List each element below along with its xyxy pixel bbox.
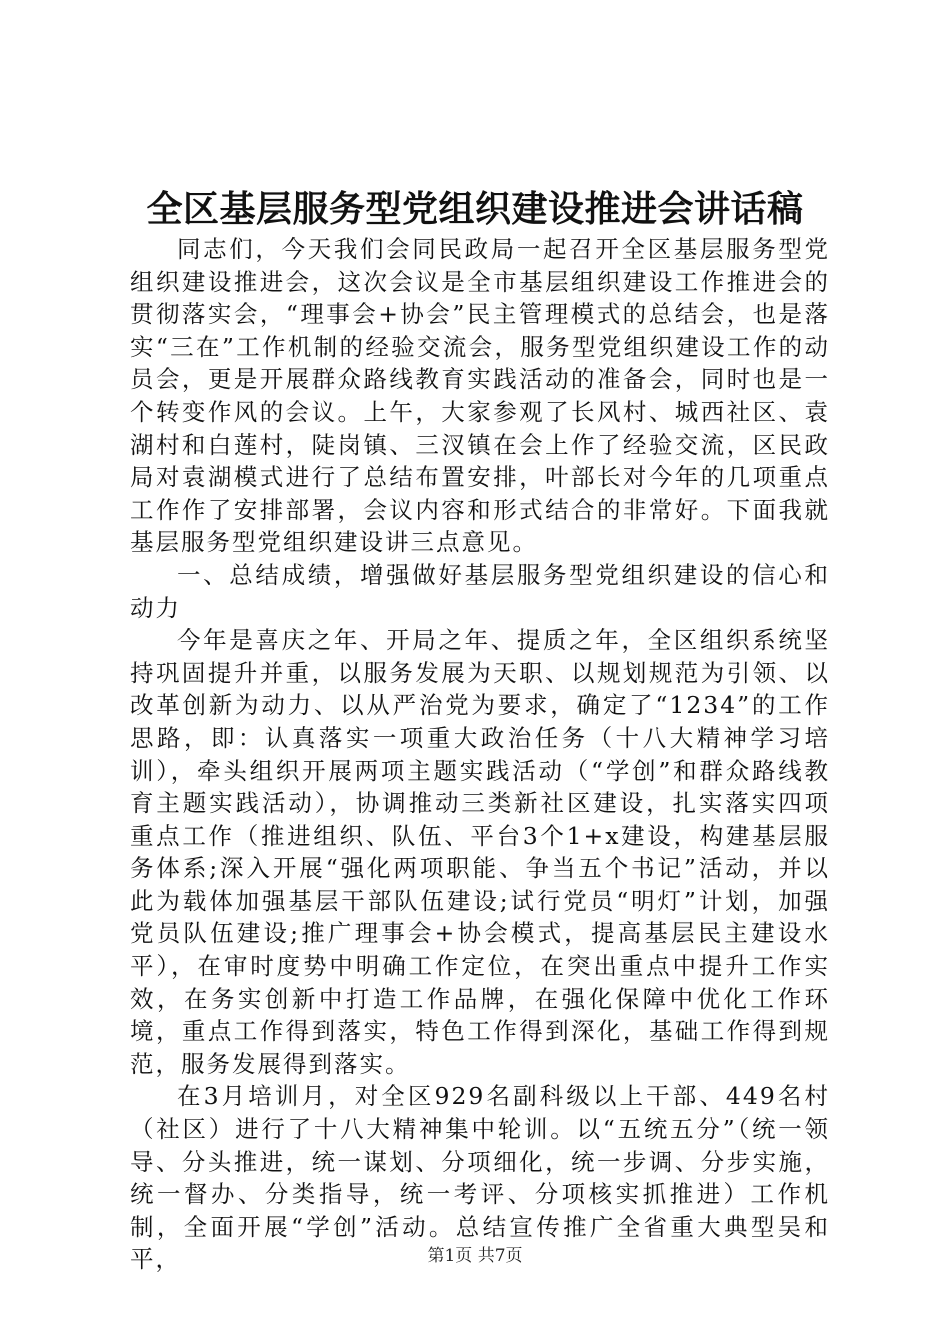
- document-body: [130, 233, 830, 1276]
- section-heading-1: 一、总结成绩，增强做好基层服务型党组织建设的信心和动力: [130, 560, 830, 622]
- page-number-footer: 第1页 共7页: [427, 1246, 523, 1266]
- paragraph-opening: 同志们，今天我们会同民政局一起召开全区基层服务型党组织建设推进会，这次会议是全市基层组织建设工作推进会的贯彻落实会，“理事会+协会”民主管理模式的总结会，也是落实“三在”工作机制的经验交流会，服务型党组织建设工作的动员会，更是开展群众路线教育实践活动的准备会，同时也是一个转变作风的会议。上午，大家参观了长风村、城西社区、袁湖村和白莲村，陡岗镇、三汊镇在会上作了经验交流，区民政局对袁湖模式进行了总结布置安排，叶部长对今年的几项重点工作作了安排部署，会议内容和形式结合的非常好。下面我就基层服务型党组织建设讲三点意见。: [130, 235, 830, 557]
- paragraph-achievements: 今年是喜庆之年、开局之年、提质之年，全区组织系统坚持巩固提升并重，以服务发展为天职、以规划规范为引领、以改革创新为动力、以从严治党为要求，确定了“1234”的工作思路，即：认真落实一项重大政治任务（十八大精神学习培训），牵头组织开展两项主题实践活动（“学创”和群众路线教育主题实践活动），协调推动三类新社区建设，扎实落实四项重点工作（推进组织、队伍、平台3个1+x建设，构建基层服务体系;深入开展“强化两项职能、争当五个书记”活动，并以此为载体加强基层干部队伍建设;试行党员“明灯”计划，加强党员队伍建设;推广理事会+协会模式，提高基层民主建设水平），在审时度势中明确工作定位，在突出重点中提升工作实效，在务实创新中打造工作品牌，在强化保障中优化工作环境，重点工作得到落实，特色工作得到深化，基础工作得到规范，服务发展得到落实。: [130, 626, 830, 1078]
- paragraph-training: 在3月培训月，对全区929名副科级以上干部、449名村（社区）进行了十八大精神集中轮训。以“五统五分”（统一领导、分头推进，统一谋划、分项细化，统一步调、分步实施，统一督办、分类指导，统一考评、分项核实抓推进）工作机制，全面开展“学创”活动。总结宣传推广全省重大典型吴和平，: [130, 1082, 830, 1274]
- document-title: 全区基层服务型党组织建设推进会讲话稿: [146, 188, 804, 230]
